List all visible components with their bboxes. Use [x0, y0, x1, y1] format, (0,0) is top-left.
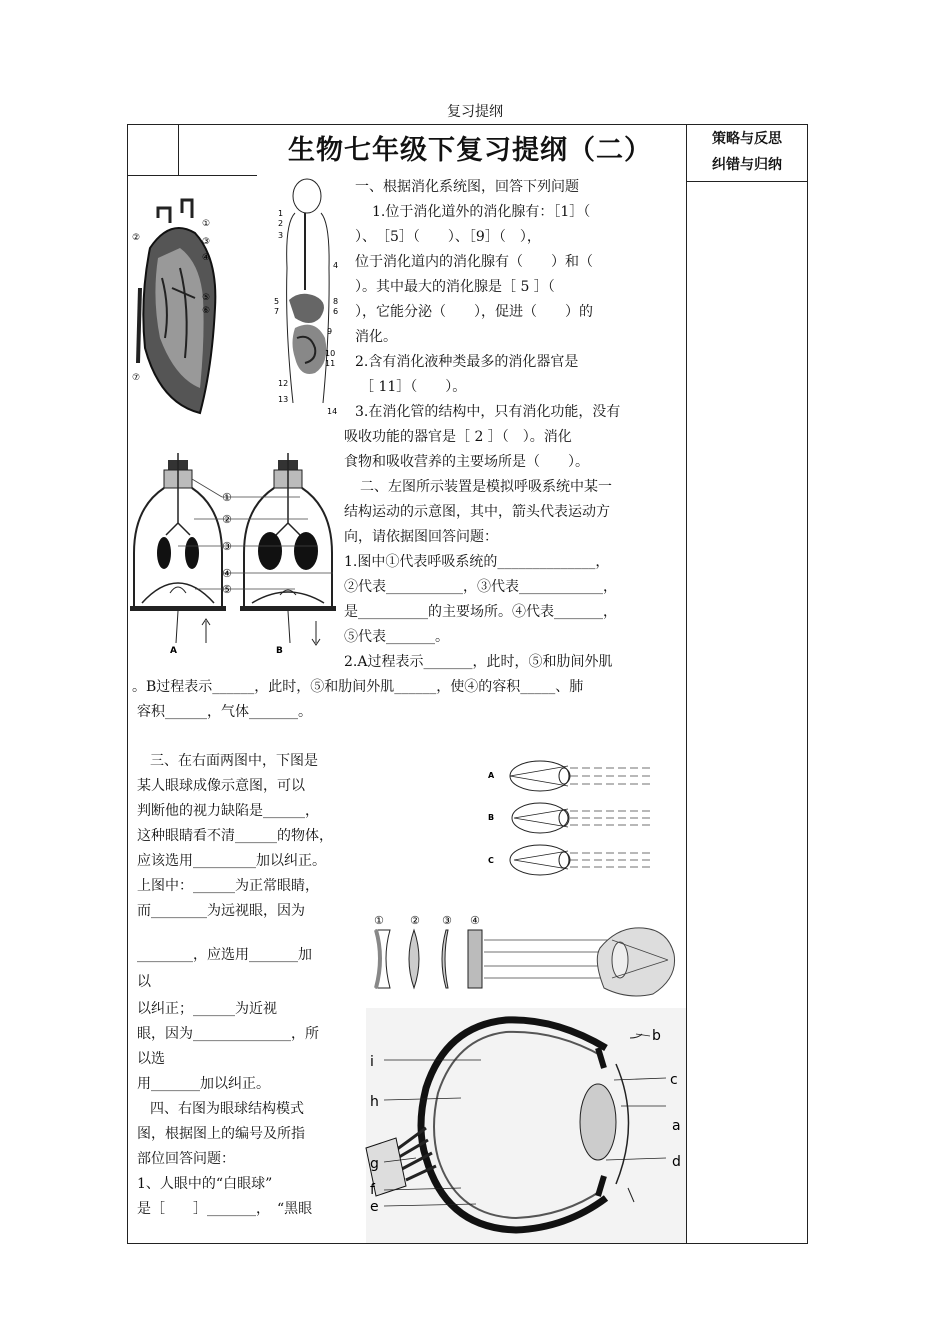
s1-line-8: ［ 11］（ ）。 — [360, 379, 467, 395]
s4-line-4: 是［ ］_______， “黑眼 — [137, 1201, 313, 1217]
s4-line-3: 1、人眼中的“白眼球” — [137, 1176, 273, 1192]
s3-line-3: 这种眼睛看不清______的物体， — [137, 828, 333, 844]
eye-label-c: C — [488, 856, 494, 865]
s4-line-0: 四、右图为眼球结构模式 — [150, 1101, 304, 1117]
dig-label-12: 12 — [278, 379, 289, 388]
s1-line-4: ）。其中最大的消化腺是［ 5 ］（ — [355, 279, 555, 295]
s3-line-10: 眼，因为______________，所 — [137, 1026, 319, 1042]
jar-a-label: A — [170, 646, 177, 656]
sidebar-heading-1: 策略与反思 — [712, 131, 782, 147]
s2-line-3: 1.图中①代表呼吸系统的______________， — [344, 554, 610, 570]
s3-line-12: 用_______加以纠正。 — [137, 1076, 270, 1092]
dig-label-13: 13 — [278, 395, 289, 404]
s1-line-7: 2.含有消化液种类最多的消化器官是 — [355, 354, 579, 370]
dig-label-3: 3 — [278, 231, 284, 240]
jar-num-5: ⑤ — [222, 583, 232, 596]
eyeball-label-g: g — [370, 1156, 379, 1172]
s2-line-6: ⑤代表_______。 — [344, 629, 449, 645]
s2-line-2: 向，请依据图回答问题： — [344, 529, 498, 545]
eye-label-a: A — [488, 771, 495, 780]
dig-label-2: 2 — [278, 219, 284, 228]
eyeball-label-c: c — [670, 1072, 678, 1088]
s2-line-9: 容积______，气体_______。 — [137, 704, 312, 720]
digestive-system-diagram — [275, 178, 345, 414]
dig-label-5: 5 — [274, 297, 280, 306]
s3-line-5: 上图中：______为正常眼睛， — [137, 878, 319, 894]
eyeball-label-i: i — [370, 1054, 374, 1070]
lens-num-4: ④ — [470, 914, 480, 927]
dig-label-6: 6 — [333, 307, 339, 316]
heart-label-7: ⑦ — [132, 373, 141, 383]
s3-line-1: 某人眼球成像示意图，可以 — [137, 778, 305, 794]
s1-line-11: 食物和吸收营养的主要场所是（ ）。 — [344, 454, 589, 470]
sidebar-row-border — [686, 181, 808, 182]
eyeball-label-d: d — [672, 1154, 681, 1170]
eye-a — [488, 761, 654, 791]
bell-jar-diagram — [130, 443, 340, 658]
s1-line-5: ），它能分泌（ ），促进（ ）的 — [355, 304, 593, 320]
s4-line-2: 部位回答问题： — [137, 1151, 235, 1167]
dig-label-9: 9 — [327, 327, 333, 336]
lens-num-3: ③ — [442, 914, 452, 927]
dig-label-8: 8 — [333, 297, 339, 306]
eye-imaging-diagram — [484, 752, 660, 882]
page-header: 复习提纲 — [447, 104, 503, 120]
dig-label-7: 7 — [274, 307, 280, 316]
s1-line-0: 一、根据消化系统图，回答下列问题 — [355, 179, 579, 195]
s3-line-0: 三、在右面两图中，下图是 — [150, 753, 318, 769]
eyeball-label-h: h — [370, 1094, 379, 1110]
s3-line-9: 以纠正；______为近视 — [137, 1001, 277, 1017]
eyeball-label-f: f — [370, 1182, 375, 1198]
s1-line-2: ）、 ［5］（ ）、［9］（ ）， — [355, 229, 541, 245]
eyeball-structure-diagram — [366, 1008, 686, 1243]
title-row-left-border — [128, 175, 257, 176]
title-cell-divider — [178, 125, 179, 175]
eye-label-b: B — [488, 813, 495, 822]
jar-b — [240, 453, 336, 656]
eyeball-label-a: a — [672, 1118, 681, 1134]
dig-label-4: 4 — [333, 261, 339, 270]
eye-c — [488, 845, 654, 875]
jar-a — [130, 453, 226, 656]
s1-line-3: 位于消化道内的消化腺有（ ）和（ — [355, 254, 593, 270]
s1-line-6: 消化。 — [355, 329, 397, 345]
lens-num-1: ① — [374, 914, 384, 927]
lens-diagram — [368, 908, 686, 1000]
eye-b — [488, 803, 654, 833]
s3-line-6: 而________为远视眼，因为 — [137, 903, 305, 919]
jar-num-3: ③ — [222, 540, 232, 553]
s3-line-4: 应该选用_________加以纠正。 — [137, 853, 326, 869]
s2-line-7: 2.A过程表示_______，此时，⑤和肋间外肌 — [344, 654, 613, 670]
jar-num-1: ① — [222, 491, 232, 504]
dig-label-11: 11 — [325, 359, 336, 368]
s3-line-2: 判断他的视力缺陷是______， — [137, 803, 319, 819]
s3-line-7: ________，应选用_______加 — [137, 947, 312, 963]
s1-line-10: 吸收功能的器官是［ 2 ］（ ）。消化 — [344, 429, 572, 445]
s1-line-1: 1.位于消化道外的消化腺有：［1］（ — [372, 204, 591, 220]
heart-label-3: ③ — [202, 237, 211, 247]
heart-label-5: ⑤ — [202, 293, 211, 303]
s2-line-8: 。B过程表示______，此时，⑤和肋间外肌______，使④的容积_____、肺 — [132, 679, 584, 695]
s1-line-9: 3.在消化管的结构中，只有消化功能，没有 — [355, 404, 621, 420]
s4-line-1: 图，根据图上的编号及所指 — [137, 1126, 305, 1142]
eyeball-label-b: b — [652, 1028, 661, 1044]
dig-label-14: 14 — [327, 407, 338, 416]
heart-diagram — [130, 188, 225, 418]
jar-b-label: B — [276, 646, 283, 656]
dig-label-10: 10 — [325, 349, 336, 358]
s3-line-8: 以 — [137, 974, 151, 990]
sidebar-heading-2: 纠错与归纳 — [712, 157, 782, 173]
s2-line-4: ②代表___________，③代表____________， — [344, 579, 617, 595]
jar-num-4: ④ — [222, 567, 232, 580]
dig-label-1: 1 — [278, 209, 284, 218]
column-divider — [686, 125, 687, 1244]
s2-line-1: 结构运动的示意图，其中，箭头代表运动方 — [344, 504, 610, 520]
lens-num-2: ② — [410, 914, 420, 927]
s2-line-5: 是__________的主要场所。④代表_______， — [344, 604, 617, 620]
page-title: 生物七年级下复习提纲（二） — [288, 135, 652, 166]
heart-label-1: ① — [202, 219, 211, 229]
heart-label-2: ② — [132, 233, 141, 243]
s2-line-0: 二、左图所示装置是模拟呼吸系统中某一 — [360, 479, 612, 495]
s3-line-11: 以选 — [137, 1051, 165, 1067]
heart-label-6: ⑥ — [202, 306, 211, 316]
eyeball-label-e: e — [370, 1199, 379, 1215]
heart-label-4: ④ — [202, 253, 211, 263]
jar-num-2: ② — [222, 513, 232, 526]
